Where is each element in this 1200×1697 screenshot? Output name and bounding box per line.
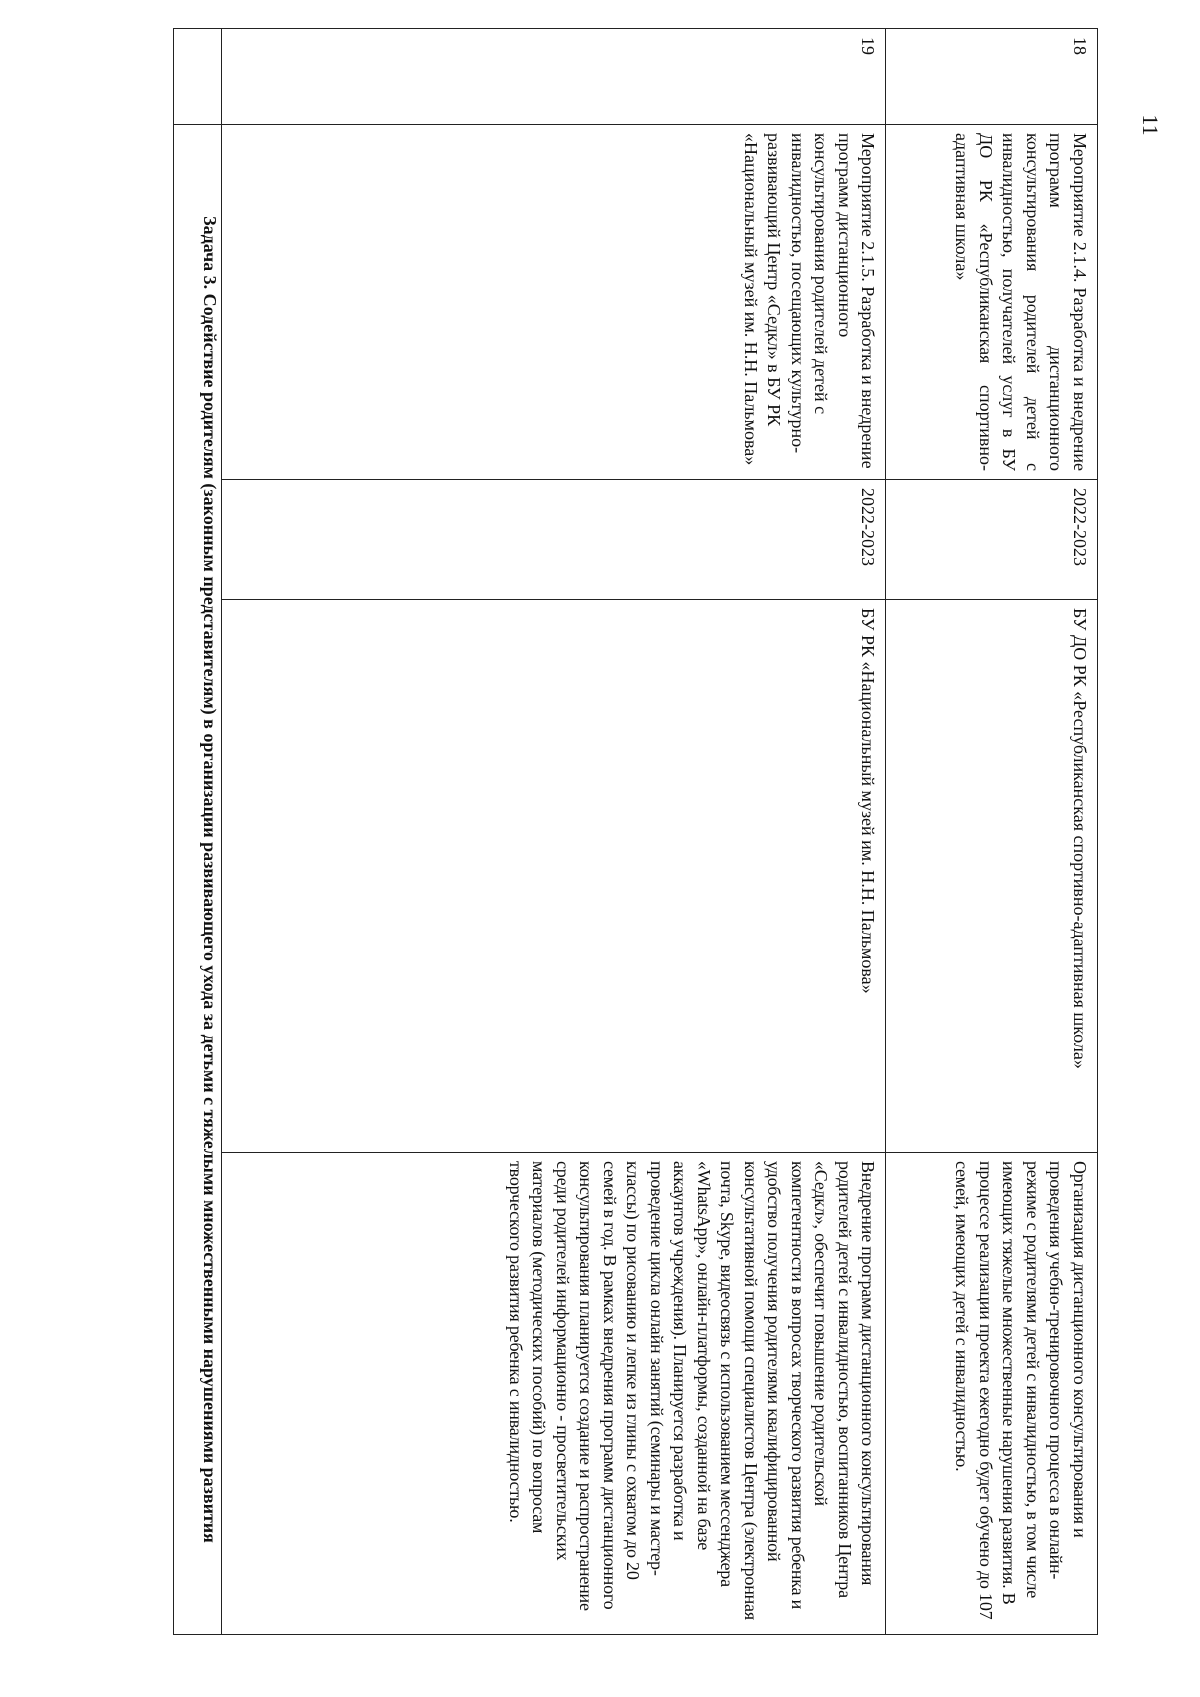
rotated-table-container	[173, 28, 1098, 1634]
task-number-cell	[174, 29, 222, 125]
result-cell: Организация дистанционного консультирования и проведения учебно-тренировочного процесса в онлайн-режиме с родителями детей с инвалидностью, в том числе имеющих тяжелые множественные нарушения развития. В процессе реализации проекта ежегодно будет обучено до 107 семей, имеющих детей с инвалидностью.	[886, 1153, 1098, 1635]
table-row	[886, 29, 1098, 1635]
task-heading-row	[174, 29, 222, 1635]
task-heading: Задача 3. Содействие родителям (законным представителям) в организации развивающего ухода за детьми с тяжелыми множественными нарушениями развития	[174, 125, 222, 1635]
term-cell: 2022-2023	[886, 480, 1098, 600]
row-number: 18	[886, 29, 1098, 125]
executor-cell: БУ РК «Национальный музей им. Н.Н. Пальмова»	[222, 600, 886, 1153]
result-cell: Внедрение программ дистанционного консультирования родителей детей с инвалидностью, воспитанников Центра «Седкл», обеспечит повышение родительской компетентности в вопросах творческого развития ребенка и удобство получения родителями квалифицированной консультативной помощи специалистов Центра (электронная почта, Skype, видеосвязь с использованием мессенджера «WhatsApp», онлайн-платформы, созданной на базе аккаунтов учреждения). Планируется разработка и проведение цикла онлайн занятий (семинары и мастер-классы) по рисованию и лепке из глины с охватом до 20 семей в год. В рамках внедрения программ дистанционного консультирования планируется создание и распространение среди родителей информационно - просветительских материалов (методических пособий) по вопросам творческого развития ребенка с инвалидностью.	[222, 1153, 886, 1635]
term-cell: 2022-2023	[222, 480, 886, 600]
table-row	[222, 29, 886, 1635]
page-number: 11	[1138, 114, 1163, 136]
action-plan-table	[173, 28, 1098, 1635]
row-number: 19	[222, 29, 886, 125]
executor-cell: БУ ДО РК «Республиканская спортивно-адаптивная школа»	[886, 600, 1098, 1153]
event-cell: Мероприятие 2.1.5. Разработка и внедрение программ дистанционного консультирования родителей детей с инвалидностью, посещающих культурно-развивающий Центр «Седкл» в БУ РК «Национальный музей им. Н.Н. Пальмова»	[222, 125, 886, 480]
event-cell: Мероприятие 2.1.4. Разработка и внедрение программ дистанционного консультирования родителей детей с инвалидностью, получателей услуг в БУ ДО РК «Республиканская спортивно-адаптивная школа»	[886, 125, 1098, 480]
